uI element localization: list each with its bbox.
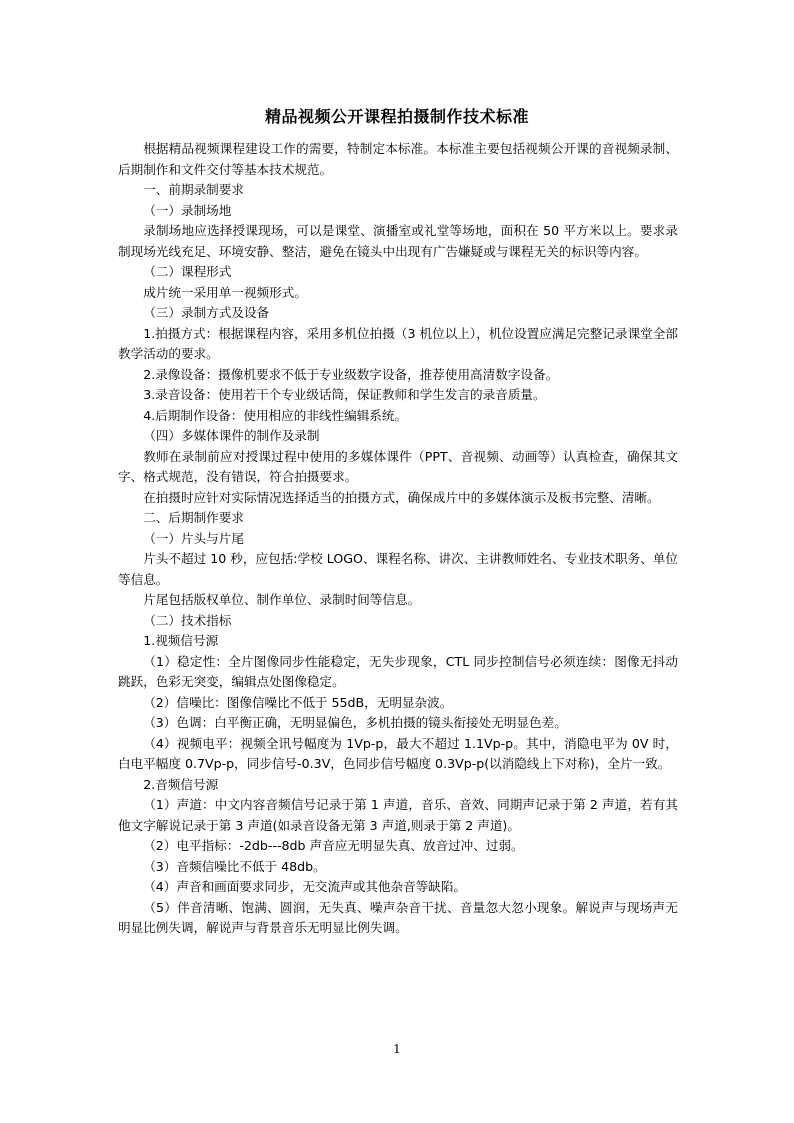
paragraph-level-spec: （2）电平指标：-2db---8db 声音应无明显失真、放音过冲、过弱。 xyxy=(143,838,524,853)
paragraph-recording-venue: 录制场地应选择授课现场，可以是课堂、演播室或礼堂等场地，面积在 50 平方米以上。要求录制现场光线充足、环境安静、整洁，避免在镜头中出现有广告嫌疑或与课程无关的标识等内容。 xyxy=(118,223,678,259)
heading-section-1: 一、前期录制要求 xyxy=(143,182,244,197)
paragraph-stability: （1）稳定性：全片图像同步性能稳定，无失步现象，CTL 同步控制信号必须连续：图像无抖动跳跃，色彩无突变，编辑点处图像稳定。 xyxy=(118,653,678,689)
paragraph-intro: 根据精品视频课程建设工作的需要，特制定本标准。本标准主要包括视频公开课的音视频录制、后期制作和文件交付等基本技术规范。 xyxy=(118,141,678,177)
subheading-technical-specs: （二）技术指标 xyxy=(143,612,232,628)
paragraph-video-level: （4）视频电平：视频全讯号幅度为 1Vp-p，最大不超过 1.1Vp-p。其中，消隐电平为 0V 时，白电平幅度 0.7Vp-p，同步信号-0.3V，色同步信号幅度 0.3Vp-p(以消隐线上下对称)，全片一致。 xyxy=(118,735,678,771)
paragraph-shooting-method: 1.拍摄方式：根据课程内容，采用多机位拍摄（3 机位以上），机位设置应满足完整记录课堂全部教学活动的要求。 xyxy=(118,325,678,361)
paragraph-multimedia-shooting: 在拍摄时应针对实际情况选择适当的拍摄方式，确保成片中的多媒体演示及板书完整、清晰。 xyxy=(143,489,660,505)
paragraph-multimedia-check: 教师在录制前应对授课过程中使用的多媒体课件（PPT、音视频、动画等）认真检查，确保其文字、格式规范，没有错误，符合拍摄要求。 xyxy=(118,448,678,484)
paragraph-audio-equipment: 3.录音设备：使用若干个专业级话筒，保证教师和学生发言的录音质量。 xyxy=(143,387,546,402)
paragraph-channels: （1）声道：中文内容音频信号记录于第 1 声道，音乐、音效、同期声记录于第 2 声道，若有其他文字解说记录于第 3 声道(如录音设备无第 3 声道,则录于第 2 声道)。 xyxy=(118,797,678,833)
paragraph-av-sync: （4）声音和画面要求同步，无交流声或其他杂音等缺陷。 xyxy=(143,879,467,894)
paragraph-post-equipment: 4.后期制作设备：使用相应的非线性编辑系统。 xyxy=(143,407,408,423)
paragraph-color-tone: （3）色调：白平衡正确，无明显偏色，多机拍摄的镜头衔接处无明显色差。 xyxy=(143,715,567,730)
subheading-audio-source: 2.音频信号源 xyxy=(143,776,219,792)
page-number: 1 xyxy=(393,1042,401,1056)
subheading-opening-ending: （一）片头与片尾 xyxy=(143,530,244,546)
document-body xyxy=(118,139,678,939)
paragraph-snr: （2）信噪比：图像信噪比不低于 55dB，无明显杂波。 xyxy=(143,694,453,710)
subheading-recording-venue: （一）录制场地 xyxy=(143,202,232,218)
paragraph-audio-quality: （5）伴音清晰、饱满、圆润，无失真、噪声杂音干扰、音量忽大忽小现象。解说声与现场声无明显比例失调，解说声与背景音乐无明显比例失调。 xyxy=(118,899,678,935)
heading-section-2: 二、后期制作要求 xyxy=(143,510,244,525)
subheading-video-source: 1.视频信号源 xyxy=(143,633,219,648)
subheading-course-format: （二）课程形式 xyxy=(143,264,232,279)
subheading-recording-method: （三）录制方式及设备 xyxy=(143,305,270,320)
subheading-multimedia: （四）多媒体课件的制作及录制 xyxy=(143,428,320,443)
paragraph-course-format: 成片统一采用单一视频形式。 xyxy=(143,284,307,300)
paragraph-video-equipment: 2.录像设备：摄像机要求不低于专业级数字设备，推荐使用高清数字设备。 xyxy=(143,366,559,382)
paragraph-ending: 片尾包括版权单位、制作单位、录制时间等信息。 xyxy=(143,592,421,607)
paragraph-audio-snr: （3）音频信噪比不低于 48db。 xyxy=(143,858,326,874)
document-title: 精品视频公开课程拍摄制作技术标准 xyxy=(264,107,529,126)
paragraph-opening: 片头不超过 10 秒，应包括:学校 LOGO、课程名称、讲次、主讲教师姓名、专业技术职务、单位等信息。 xyxy=(118,551,678,587)
